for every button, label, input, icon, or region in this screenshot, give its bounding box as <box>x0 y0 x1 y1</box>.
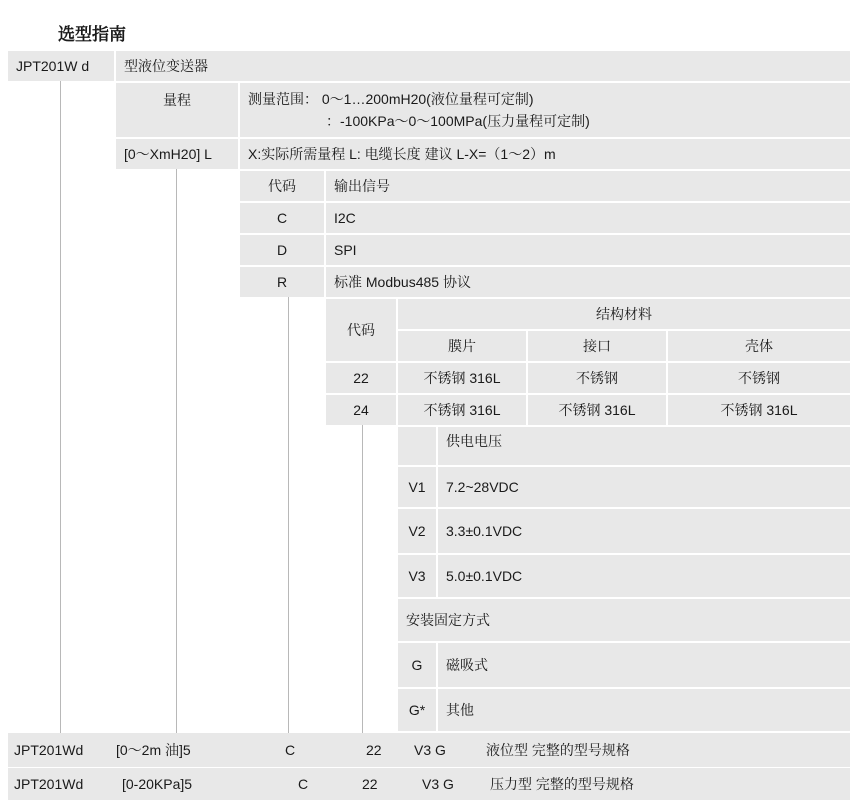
connector-line-material <box>362 425 363 733</box>
material-24-port-text: 不锈钢 316L <box>558 402 636 418</box>
material-22-housing <box>668 363 850 393</box>
material-col-diaphragm-text: 膜片 <box>448 338 476 354</box>
power-code-v3 <box>398 555 436 597</box>
example-2-range: [0-20KPa]5 <box>122 776 193 792</box>
example-2-model: JPT201Wd <box>14 776 84 792</box>
signal-title: 输出信号 <box>334 178 390 194</box>
power-code-spacer <box>398 427 436 465</box>
example-1-range: [0～2m 油]5 <box>116 742 191 758</box>
material-24-port <box>528 395 666 425</box>
signal-desc-d <box>326 235 850 265</box>
connector-line-range <box>176 169 177 733</box>
signal-title-cell <box>326 171 850 201</box>
material-code-24-text: 24 <box>353 402 369 418</box>
example-2-signal: C <box>298 776 309 792</box>
signal-code-c <box>240 203 324 233</box>
material-code-22-text: 22 <box>353 370 369 386</box>
material-22-diaphragm <box>398 363 526 393</box>
model-desc-text: 型液位变送器 <box>124 58 208 74</box>
material-code-24 <box>326 395 396 425</box>
material-22-diaphragm-text: 不锈钢 316L <box>423 370 501 386</box>
example-1-power: V3 G <box>414 742 446 758</box>
signal-code-d <box>240 235 324 265</box>
cable-code-cell <box>116 139 238 169</box>
signal-code-header-text: 代码 <box>268 178 296 194</box>
material-code-header-text: 代码 <box>347 322 375 338</box>
power-code-v1-text: V1 <box>408 479 426 495</box>
power-code-v3-text: V3 <box>408 568 426 584</box>
range-desc-cell <box>240 83 850 137</box>
connector-line-signal <box>288 297 289 733</box>
example-1-desc: 液位型 完整的型号规格 <box>486 742 630 758</box>
material-col-diaphragm <box>398 331 526 361</box>
example-row-1 <box>8 733 850 767</box>
example-2-desc: 压力型 完整的型号规格 <box>490 776 634 792</box>
signal-desc-d-text: SPI <box>334 242 357 258</box>
material-title-cell <box>398 299 850 329</box>
material-code-22 <box>326 363 396 393</box>
model-desc-cell <box>116 51 850 81</box>
mount-code-g <box>398 643 436 687</box>
signal-desc-r <box>326 267 850 297</box>
power-code-v2 <box>398 509 436 553</box>
signal-code-header <box>240 171 324 201</box>
cable-desc-cell <box>240 139 850 169</box>
mount-title: 安装固定方式 <box>406 612 490 628</box>
range-label: 量程 <box>163 92 191 108</box>
cable-desc: X:实际所需量程 L: 电缆长度 建议 L-X=（1～2）m <box>248 146 556 162</box>
range-line-2: ：-100KPa～0～100MPa(压力量程可定制) <box>326 113 590 129</box>
power-title: 供电电压 <box>446 433 502 449</box>
power-title-cell <box>438 427 850 465</box>
cable-code: [0～XmH20] L <box>124 146 212 162</box>
material-code-header <box>326 299 396 361</box>
connector-line-model <box>60 81 61 733</box>
model-cell <box>8 51 114 81</box>
signal-code-r-text: R <box>276 274 288 290</box>
material-22-port-text: 不锈钢 <box>576 370 618 386</box>
material-24-diaphragm <box>398 395 526 425</box>
example-1-signal: C <box>285 742 296 758</box>
power-desc-v3-text: 5.0±0.1VDC <box>446 568 523 584</box>
range-line-1: 测量范围： 0～1…200mH20(液位量程可定制) <box>248 91 534 107</box>
signal-desc-c-text: I2C <box>334 210 356 226</box>
power-desc-v2-text: 3.3±0.1VDC <box>446 523 523 539</box>
example-1-model: JPT201Wd <box>14 742 84 758</box>
example-2-power: V3 G <box>422 776 454 792</box>
power-desc-v2 <box>438 509 850 553</box>
mount-code-gstar <box>398 689 436 731</box>
page-title: 选型指南 <box>58 25 126 44</box>
example-row-2 <box>8 768 850 800</box>
mount-code-gstar-text: G* <box>408 702 426 718</box>
mount-code-g-text: G <box>411 657 423 673</box>
mount-desc-g-text: 磁吸式 <box>446 657 488 673</box>
signal-desc-c <box>326 203 850 233</box>
signal-code-d-text: D <box>276 242 288 258</box>
material-col-port <box>528 331 666 361</box>
material-col-housing-text: 壳体 <box>745 338 773 354</box>
material-col-port-text: 接口 <box>583 338 611 354</box>
example-2-material: 22 <box>362 776 378 792</box>
range-label-cell <box>116 83 238 137</box>
material-24-diaphragm-text: 不锈钢 316L <box>423 402 501 418</box>
power-desc-v3 <box>438 555 850 597</box>
material-24-housing-text: 不锈钢 316L <box>720 402 798 418</box>
material-col-housing <box>668 331 850 361</box>
model-text: JPT201W d <box>16 58 90 74</box>
material-title: 结构材料 <box>596 306 652 322</box>
power-desc-v1 <box>438 467 850 507</box>
mount-title-cell <box>398 599 850 641</box>
mount-desc-g <box>438 643 850 687</box>
mount-desc-gstar-text: 其他 <box>446 702 474 718</box>
example-1-material: 22 <box>366 742 382 758</box>
material-22-housing-text: 不锈钢 <box>738 370 780 386</box>
material-24-housing <box>668 395 850 425</box>
signal-desc-r-text: 标准 Modbus485 协议 <box>334 274 471 290</box>
power-code-v2-text: V2 <box>408 523 426 539</box>
mount-desc-gstar <box>438 689 850 731</box>
power-desc-v1-text: 7.2~28VDC <box>446 479 519 495</box>
signal-code-c-text: C <box>276 210 288 226</box>
signal-code-r <box>240 267 324 297</box>
power-code-v1 <box>398 467 436 507</box>
material-22-port <box>528 363 666 393</box>
